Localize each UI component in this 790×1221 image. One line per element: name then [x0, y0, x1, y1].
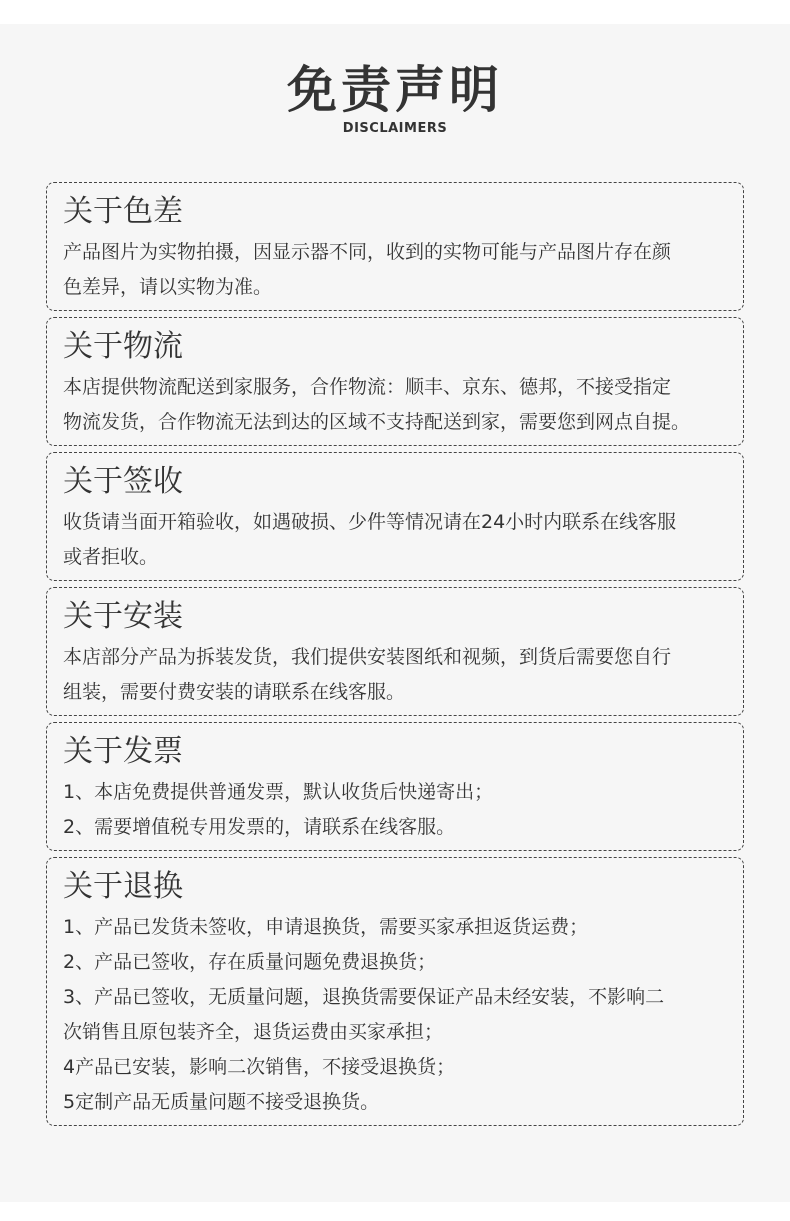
section-logistics [46, 317, 744, 446]
section-line: 2、需要增值税专用发票的，请联系在线客服。 [63, 816, 456, 838]
page-title: 免责声明 [287, 61, 503, 119]
section-line: 色差异，请以实物为准。 [63, 276, 273, 298]
section-title: 关于安装 [63, 599, 183, 634]
section-title: 关于发票 [63, 734, 183, 769]
section-line: 2、产品已签收，存在质量问题免费退换货； [63, 951, 437, 973]
section-line: 1、本店免费提供普通发票，默认收货后快递寄出； [63, 781, 494, 803]
section-title: 关于退换 [63, 869, 183, 904]
section-title: 关于签收 [63, 464, 183, 499]
section-line: 1、产品已发货未签收，申请退换货，需要买家承担返货运费； [63, 916, 589, 938]
section-line: 物流发货，合作物流无法到达的区域不支持配送到家，需要您到网点自提。 [63, 411, 691, 433]
page-subtitle: DISCLAIMERS [342, 121, 448, 136]
section-title: 关于物流 [63, 329, 183, 364]
section-installation [46, 587, 744, 716]
section-line: 本店部分产品为拆装发货，我们提供安装图纸和视频，到货后需要您自行 [63, 646, 672, 668]
section-line: 组装，需要付费安装的请联系在线客服。 [63, 681, 406, 703]
section-line: 收货请当面开箱验收，如遇破损、少件等情况请在24小时内联系在线客服 [63, 511, 677, 533]
section-line: 产品图片为实物拍摄，因显示器不同，收到的实物可能与产品图片存在颜 [63, 241, 672, 263]
section-title: 关于色差 [63, 194, 183, 229]
section-line: 4产品已安装，影响二次销售，不接受退换货； [63, 1056, 456, 1078]
section-returns [46, 857, 744, 1126]
section-line: 5定制产品无质量问题不接受退换货。 [63, 1091, 380, 1113]
section-receipt [46, 452, 744, 581]
section-line: 3、产品已签收，无质量问题，退换货需要保证产品未经安装，不影响二 [63, 986, 665, 1008]
section-line: 本店提供物流配送到家服务，合作物流：顺丰、京东、德邦，不接受指定 [63, 376, 672, 398]
section-invoice [46, 722, 744, 851]
section-line: 次销售且原包装齐全，退货运费由买家承担； [63, 1021, 444, 1043]
section-color-difference [46, 182, 744, 311]
section-line: 或者拒收。 [63, 546, 159, 568]
